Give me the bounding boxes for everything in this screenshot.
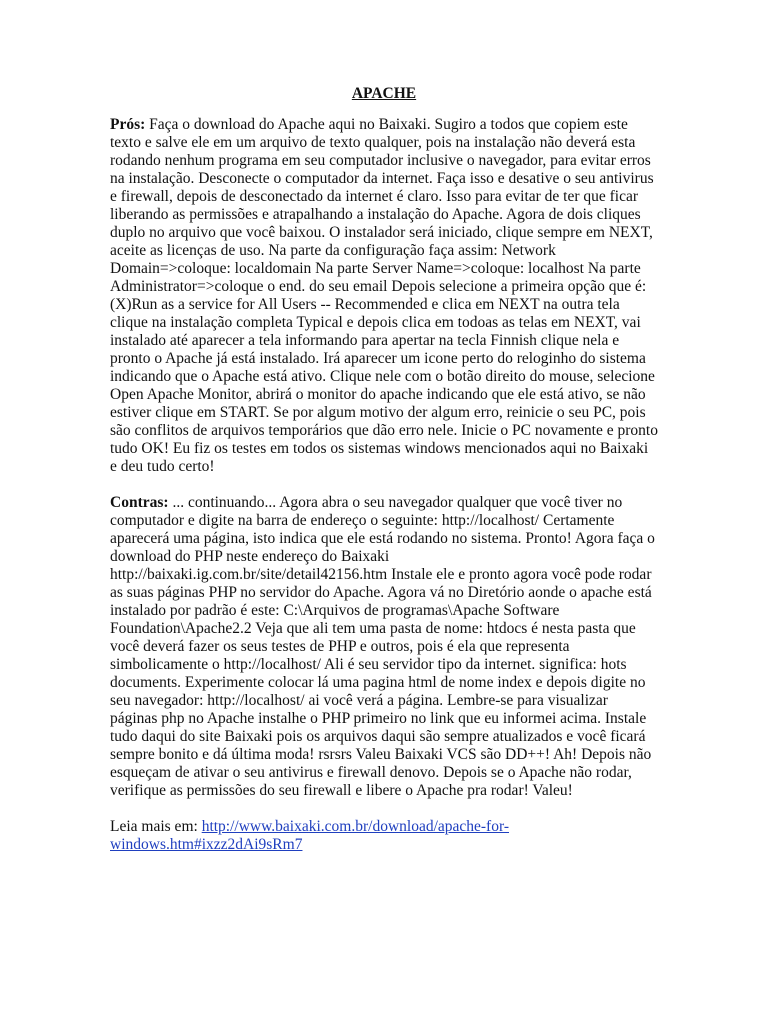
contras-label: Contras: bbox=[110, 494, 169, 511]
document-title: APACHE bbox=[351, 85, 417, 102]
contras-paragraph bbox=[110, 494, 658, 800]
read-more-label: Leia mais em: bbox=[110, 818, 202, 835]
pros-text: Faça o download do Apache aqui no Baixaki. Sugiro a todos que copiem este texto e salve ele em um arquivo de texto qualquer, pois na instalação não deverá esta rodando nenhum programa em seu computador inclusive o navegador, para evitar erros na instalação. Desconecte o computador da internet. Faça isso e desative o seu antivirus e firewall, depois de desconectado da internet é claro. Isso para evitar de ter que ficar liberando as permissões e atrapalhando a instalação do Apache. Agora de dois cliques duplo no arquivo que você baixou. O instalador será iniciado, clique sempre em NEXT, aceite as licenças de uso. Na parte da configuração faça assim: Network Domain=>coloque: localdomain Na parte Server Name=>coloque: localhost Na parte Administrator=>coloque o end. do seu email Depois selecione a primeira opção que é: (X)Run as a service for All Users -- Recommended e clica em NEXT na outra tela clique na instalação completa Typical e depois clica em todoas as telas em NEXT, vai instalado até aparecer a tela informando para apertar na tecla Finnish clique nela e pronto o Apache já está instalado. Irá aparecer um icone perto do reloginho do sistema indicando que o Apache está ativo. Clique nele com o botão direito do mouse, selecione Open Apache Monitor, abrirá o monitor do apache indicando que ele está ativo, se não estiver clique em START. Se por algum motivo der algum erro, reinicie o seu PC, pois são conflitos de arquivos temporários que dão erro nele. Inicie o PC novamente e pronto tudo OK! Eu fiz os testes em todos os sistemas windows mencionados aqui no Baixaki e deu tudo certo! bbox=[110, 116, 658, 475]
pros-label: Prós: bbox=[110, 116, 146, 133]
contras-text: ... continuando... Agora abra o seu navegador qualquer que você tiver no computador e digite na barra de endereço o seguinte: http://localhost/ Certamente aparecerá uma página, isto indica que ele está rodando no sistema. Pronto! Agora faça o download do PHP neste endereço do Baixaki http://baixaki.ig.com.br/site/detail42156.htm Instale ele e pronto agora você pode rodar as suas páginas PHP no servidor do Apache. Agora vá no Diretório aonde o apache está instalado por padrão é este: C:\Arquivos de programas\Apache Software Foundation\Apache2.2 Veja que ali tem uma pasta de nome: htdocs é nesta pasta que você deverá fazer os seus testes de PHP e outros, pois é ela que representa simbolicamente o http://localhost/ Ali é seu servidor tipo da internet. significa: hots documents. Experimente colocar lá uma pagina html de nome index e depois digite no seu navegador: http://localhost/ ai você verá a página. Lembre-se para visualizar páginas php no Apache instalhe o PHP primeiro no link que eu informei acima. Instale tudo daqui do site Baixaki pois os arquivos daqui são sempre atualizados e você ficará sempre bonito e dá última moda! rsrsrs Valeu Baixaki VCS são DD++! Ah! Depois não esqueçam de ativar o seu antivirus e firewall denovo. Depois se o Apache não rodar, verifique as permissões do seu firewall e libere o Apache pra rodar! Valeu! bbox=[110, 494, 655, 799]
read-more-paragraph bbox=[110, 818, 658, 854]
pros-paragraph bbox=[110, 116, 658, 476]
read-more-link[interactable]: http://www.baixaki.com.br/download/apache-for-windows.htm#ixzz2dAi9sRm7 bbox=[110, 818, 509, 853]
document-page bbox=[110, 84, 658, 872]
